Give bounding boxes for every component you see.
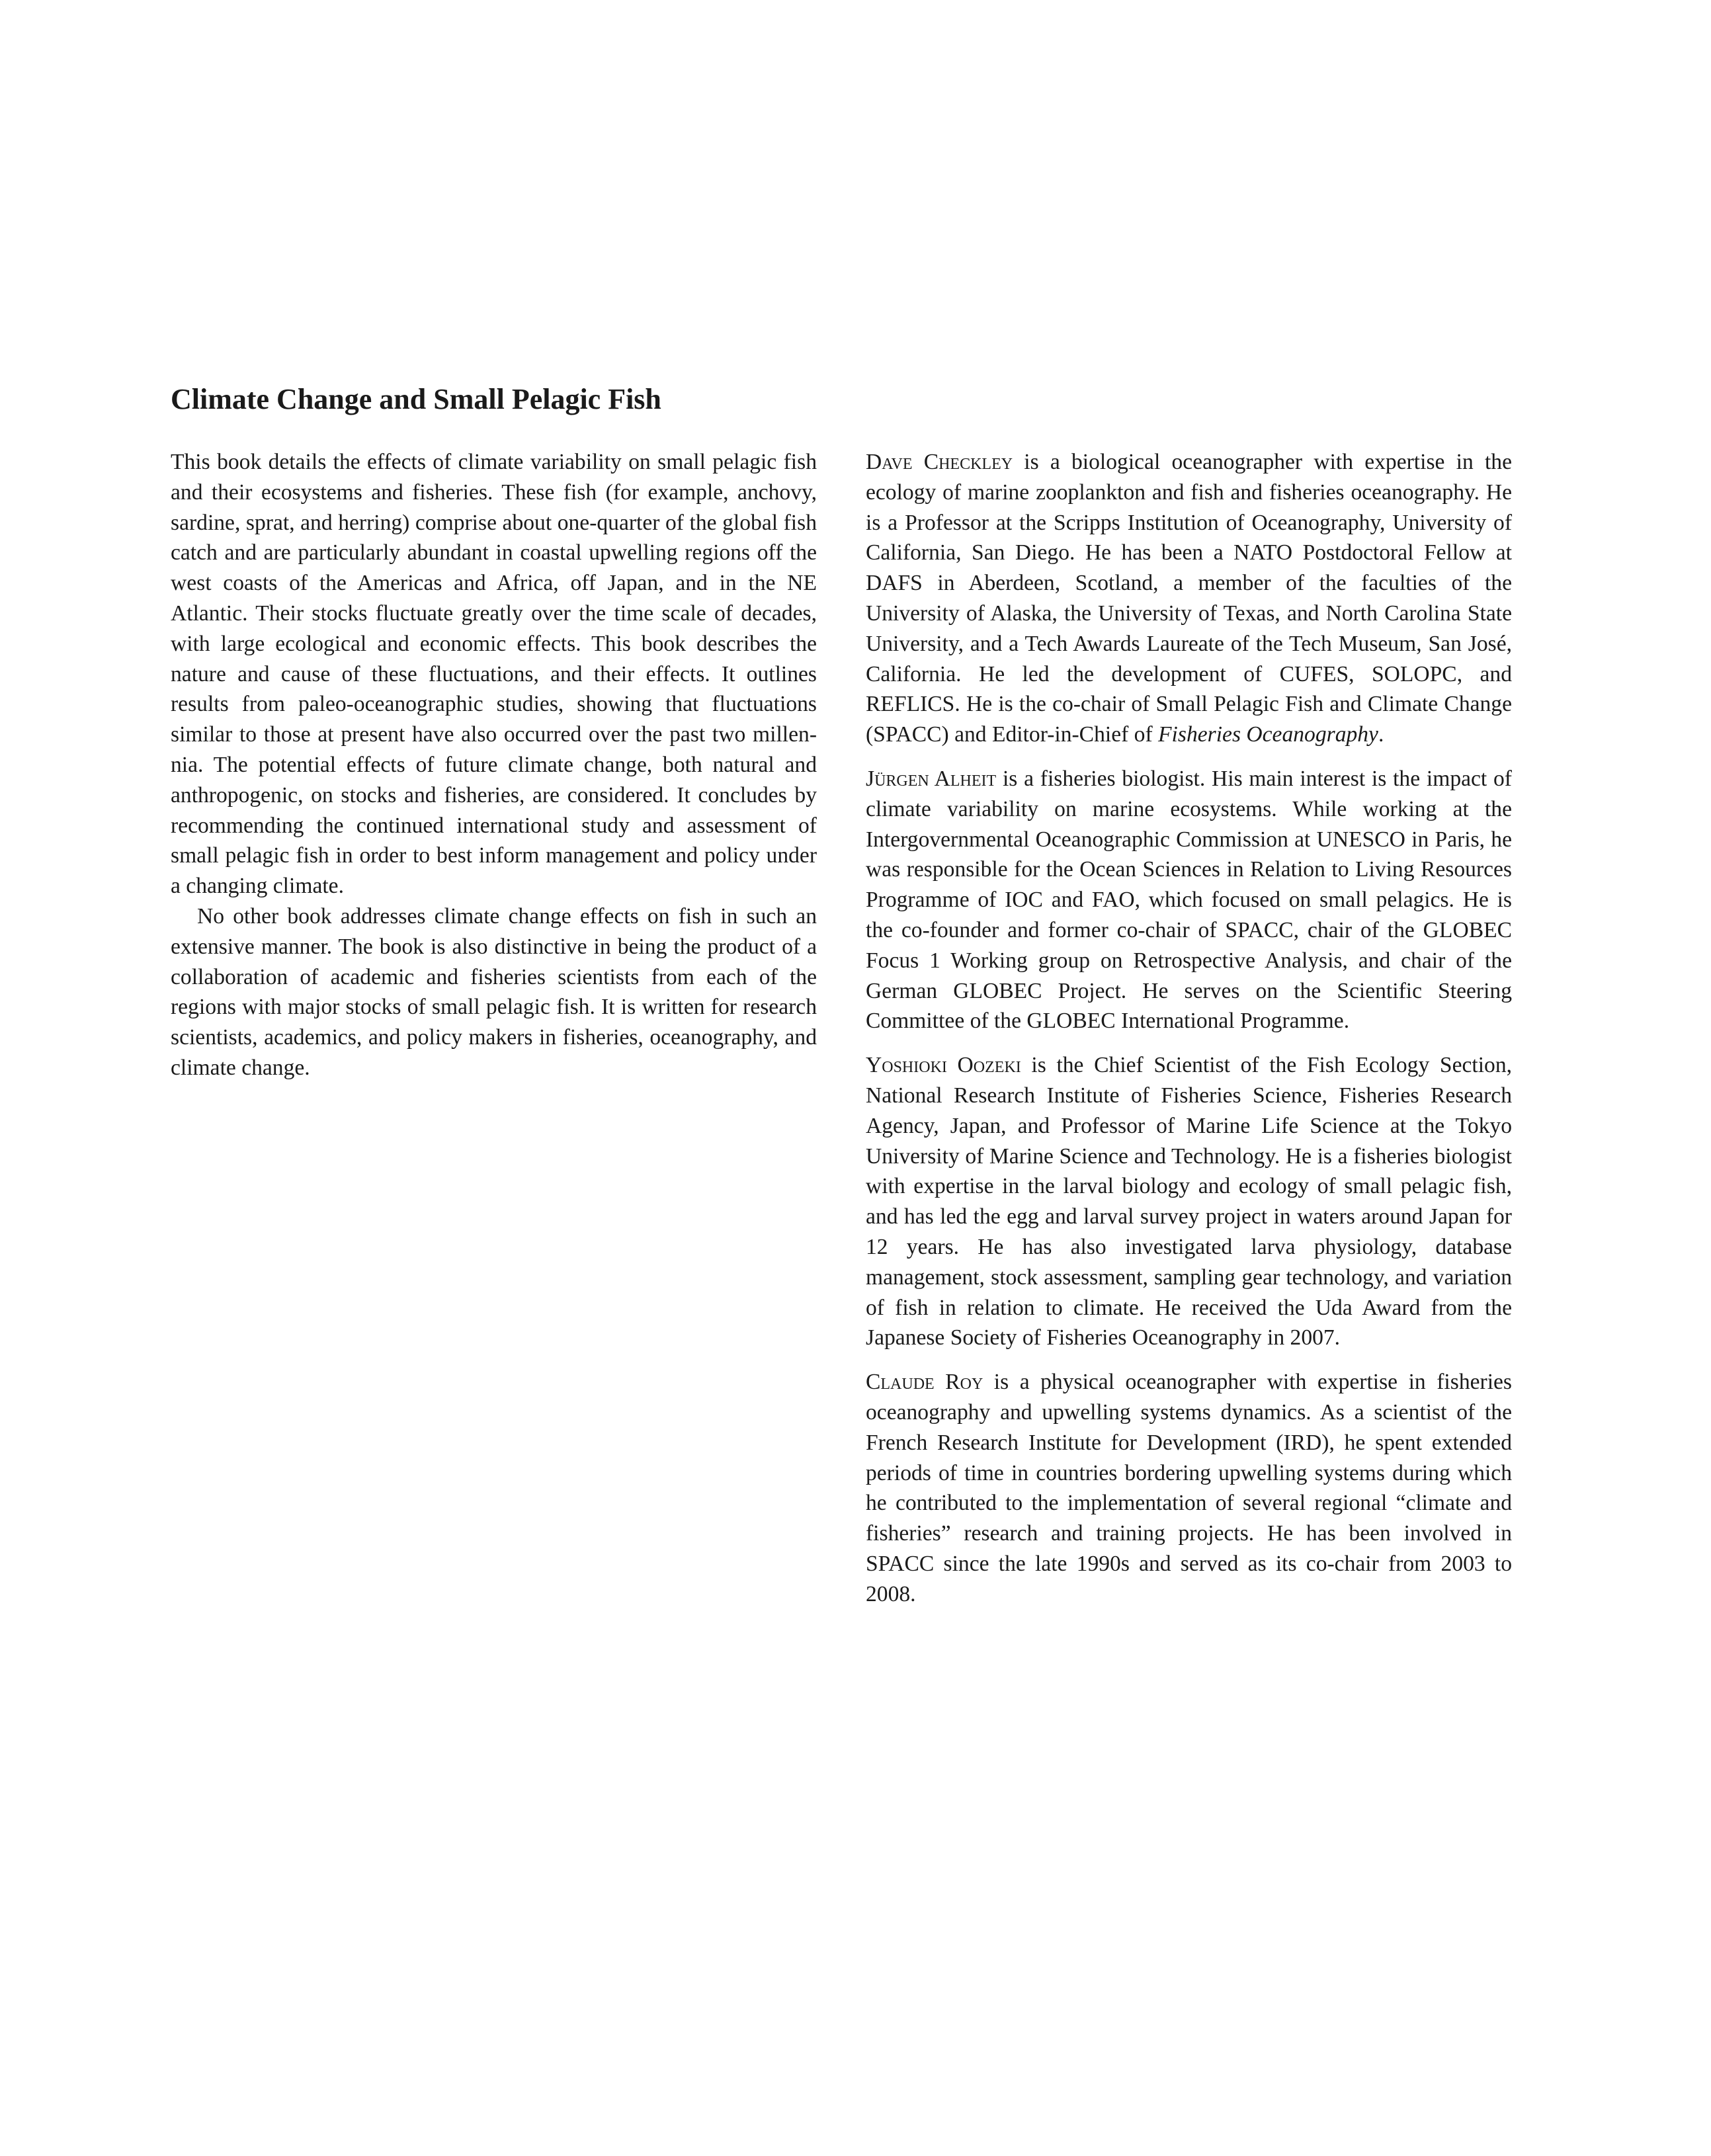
- author-bio-text: is a biological oceanographer with expertise in the ecology of marine zooplankton and fish and fisheries oceanography. He is a Professor at the Scripps Institution of Oceanography, University of California, San Diego. He has been a NATO Postdoctoral Fellow at DAFS in Aberdeen, Scotland, a member of the faculties of the University of Alaska, the University of Texas, and North Carolina State University, and a Tech Awards Laureate of the Tech Museum, San José, California. He led the development of CUFES, SOLOPC, and REFLICS. He is the co-chair of Small Pelagic Fish and Climate Change (SPACC) and Editor-in-Chief of: [866, 450, 1512, 747]
- author-name: Yoshioki Oozeki: [866, 1053, 1021, 1078]
- book-description: [171, 447, 817, 1083]
- description-paragraph: This book details the effects of climate variability on small pelagic fish and their ecosystems and fisheries. These fish (for example, anchovy, sardine, sprat, and herring) comprise about one-quarter of the global fish catch and are particularly abundant in coastal upwelling regions off the west coasts of the Americas and Africa, off Japan, and in the NE Atlantic. Their stocks fluctuate greatly over the time scale of decades, with large ecological and economic effects. This book describes the nature and cause of these fluctuations, and their effects. It outlines results from paleo-oceanographic studies, showing that fluctuations similar to those at present have also occurred over the past two millennia. The potential effects of future climate change, both natural and anthropogenic, on stocks and fisheries, are considered. It concludes by recommending the continued international study and assessment of small pelagic fish in order to best inform management and policy under a changing climate.: [171, 450, 817, 899]
- description-paragraph: No other book addresses climate change effects on fish in such an extensive manner. The book is also distinctive in being the product of a collaboration of academic and fisheries scientists from each of the regions with major stocks of small pelagic fish. It is written for research scientists, academics, and policy makers in fisheries, oceanography, and climate change.: [171, 903, 817, 1080]
- author-name: Jürgen Alheit: [866, 766, 997, 791]
- author-bio-text-end: .: [1378, 722, 1384, 747]
- author-bios: [866, 447, 1512, 1623]
- author-bio-checkley: [866, 447, 1512, 750]
- author-bio-alheit: [866, 764, 1512, 1036]
- journal-title: Fisheries Oceanography: [1158, 722, 1378, 747]
- author-bio-text: is a physical oceanographer with expertise in fisheries oceanography and upwelling systems dynamics. As a scientist of the French Research Institute for Development (IRD), he spent extended periods of time in countries bordering upwelling systems during which he contributed to the implementation of several regional “climate and fisheries” research and training projects. He has been involved in SPACC since the late 1990s and served as its co-chair from 2003 to 2008.: [866, 1370, 1512, 1606]
- author-bio-text: is the Chief Scientist of the Fish Ecology Section, National Research Institute of Fisheries Science, Fisheries Research Agency, Japan, and Professor of Marine Life Science at the Tokyo University of Marine Science and Technology. He is a fisheries biologist with expertise in the larval biology and ecology of small pelagic fish, and has led the egg and larval survey project in waters around Japan for 12 years. He has also investigated larva physiology, database management, stock assessment, sampling gear technology, and variation of fish in relation to climate. He received the Uda Award from the Japanese Society of Fisheries Oceanography in 2007.: [866, 1053, 1513, 1350]
- author-name: Dave Checkley: [866, 450, 1013, 474]
- author-bio-roy: [866, 1367, 1512, 1609]
- author-bio-oozeki: [866, 1050, 1512, 1353]
- author-bio-text: is a fisheries biologist. His main interest is the impact of climate variability on marine ecosystems. While working at the Intergovernmental Oceanographic Commission at UNESCO in Paris, he was responsible for the Ocean Sciences in Relation to Living Resources Programme of IOC and FAO, which focused on small pelagics. He is the co-founder and former co-chair of SPACC, chair of the GLOBEC Focus 1 Working group on Retrospective Analysis, and chair of the German GLOBEC Project. He serves on the Scientific Steering Committee of the GLOBEC International Programme.: [866, 766, 1512, 1034]
- page-title: Climate Change and Small Pelagic Fish: [171, 383, 661, 415]
- author-name: Claude Roy: [866, 1370, 983, 1395]
